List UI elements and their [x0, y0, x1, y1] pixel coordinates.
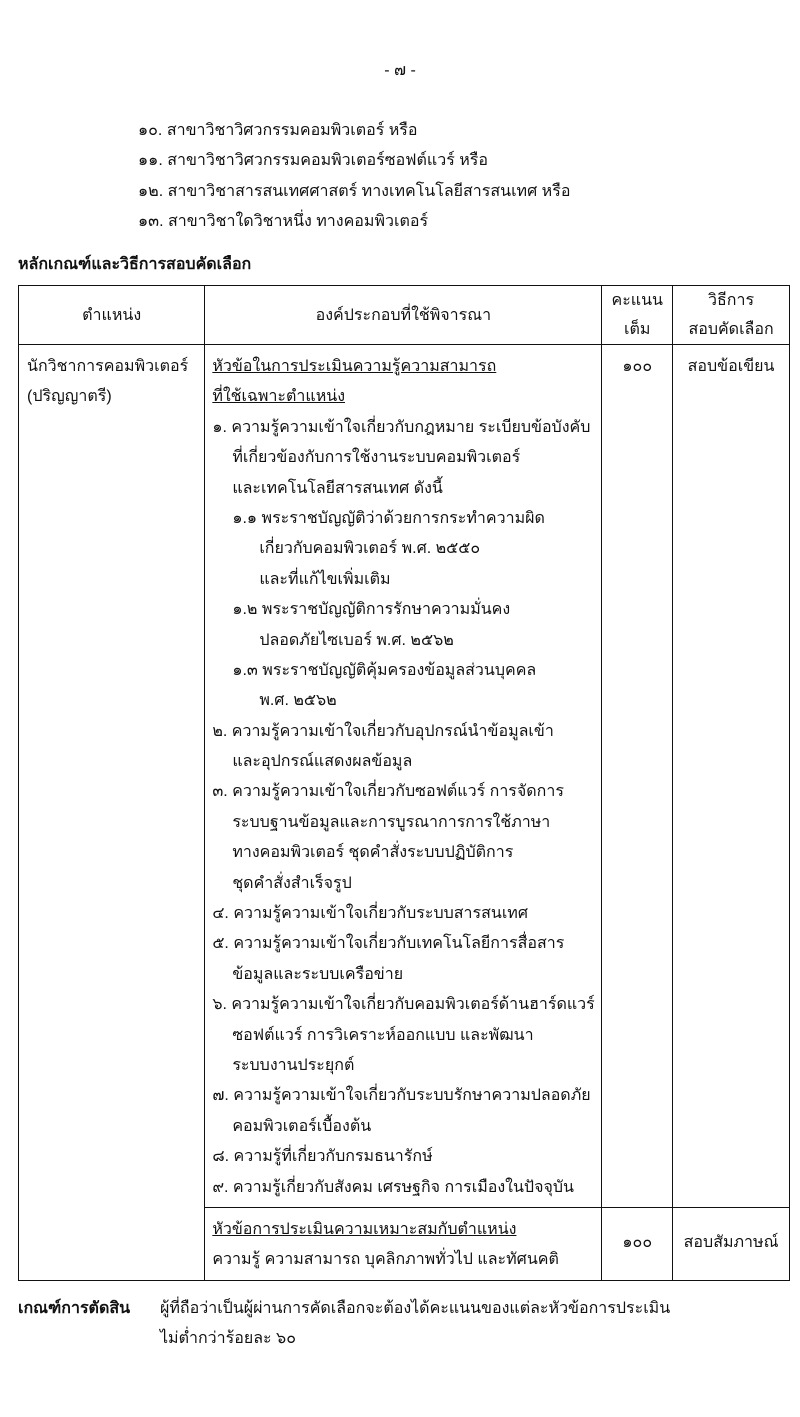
component-line: ๗. ความรู้ความเข้าใจเกี่ยวกับระบบรักษาความปลอดภัย — [212, 1087, 591, 1105]
page-number: - ๗ - — [384, 62, 416, 79]
component-line: ข้อมูลและระบบเครือข่าย — [232, 965, 404, 983]
component-line: ทางคอมพิวเตอร์ ชุดคำสั่งระบบปฏิบัติการ — [232, 844, 514, 862]
components-cell — [205, 345, 602, 1208]
component-line: ความรู้ ความสามารถ บุคลิกภาพทั่วไป และทัศนคติ — [212, 1251, 559, 1269]
criteria-table — [18, 285, 790, 1281]
table-row — [19, 345, 790, 1208]
score-value: ๑๐๐ — [622, 358, 653, 375]
position-degree: (ปริญญาตรี) — [27, 388, 112, 406]
component-line: และอุปกรณ์แสดงผลข้อมูล — [232, 753, 413, 771]
section-heading: หลักเกณฑ์และวิธีการสอบคัดเลือก — [18, 256, 252, 273]
component-line: ระบบงานประยุกต์ — [232, 1056, 355, 1074]
header-score-line1: คะแนน — [611, 292, 663, 309]
header-method-line2: สอบคัดเลือก — [688, 321, 774, 338]
component-line: ๑. ความรู้ความเข้าใจเกี่ยวกับกฎหมาย ระเบียบข้อบังคับ — [212, 418, 591, 436]
component-line: ๑.๑ พระราชบัญญัติว่าด้วยการกระทำความผิด — [232, 509, 545, 527]
component-line: ซอฟต์แวร์ การวิเคราะห์ออกแบบ และพัฒนา — [232, 1026, 534, 1044]
intro-item: ๑๐. สาขาวิชาวิศวกรรมคอมพิวเตอร์ หรือ — [138, 122, 418, 139]
component-line: ๔. ความรู้ความเข้าใจเกี่ยวกับระบบสารสนเทศ — [212, 905, 528, 923]
component-line: ๘. ความรู้ที่เกี่ยวกับกรมธนารักษ์ — [212, 1148, 433, 1166]
header-score — [602, 286, 673, 345]
score-cell — [602, 345, 673, 1208]
method-cell — [673, 1207, 790, 1280]
component-line: ชุดคำสั่งสำเร็จรูป — [232, 874, 352, 892]
component-line: ระบบฐานข้อมูลและการบูรณาการการใช้ภาษา — [232, 813, 551, 831]
component-line: เกี่ยวกับคอมพิวเตอร์ พ.ศ. ๒๕๕๐ — [259, 540, 481, 558]
criteria-label: เกณฑ์การตัดสิน — [18, 1300, 131, 1317]
method-value: สอบสัมภาษณ์ — [683, 1233, 779, 1251]
component-line: หัวข้อการประเมินความเหมาะสมกับตำแหน่ง — [212, 1220, 517, 1238]
component-line: ๕. ความรู้ความเข้าใจเกี่ยวกับเทคโนโลยีการสื่อสาร — [212, 935, 565, 953]
header-method — [673, 286, 790, 345]
header-components: องค์ประกอบที่ใช้พิจารณา — [205, 286, 602, 345]
criteria-text: ไม่ต่ำกว่าร้อยละ ๖๐ — [160, 1330, 296, 1347]
intro-item: ๑๑. สาขาวิชาวิศวกรรมคอมพิวเตอร์ซอฟต์แวร์ หรือ — [138, 152, 488, 169]
components-cell — [205, 1207, 602, 1280]
position-name: นักวิชาการคอมพิวเตอร์ — [27, 358, 189, 375]
component-line: หัวข้อในการประเมินความรู้ความสามารถ — [212, 358, 497, 375]
component-line: ที่ใช้เฉพาะตำแหน่ง — [212, 388, 346, 406]
component-line: ๒. ความรู้ความเข้าใจเกี่ยวกับอุปกรณ์นำข้อมูลเข้า — [212, 722, 554, 740]
header-score-line2: เต็ม — [624, 321, 651, 338]
intro-item: ๑๓. สาขาวิชาใดวิชาหนึ่ง ทางคอมพิวเตอร์ — [138, 213, 429, 230]
method-value: สอบข้อเขียน — [687, 358, 775, 375]
intro-item: ๑๒. สาขาวิชาสารสนเทศศาสตร์ ทางเทคโนโลยีสารสนเทศ หรือ — [138, 183, 571, 200]
header-method-line1: วิธีการ — [708, 292, 755, 309]
component-line: ๖. ความรู้ความเข้าใจเกี่ยวกับคอมพิวเตอร์ด้านฮาร์ดแวร์ — [212, 996, 595, 1014]
component-line: ที่เกี่ยวข้องกับการใช้งานระบบคอมพิวเตอร์ — [232, 449, 521, 467]
component-line: ๙. ความรู้เกี่ยวกับสังคม เศรษฐกิจ การเมืองในปัจจุบัน — [212, 1178, 574, 1196]
position-cell — [19, 345, 205, 1281]
component-line: และที่แก้ไขเพิ่มเติม — [259, 570, 391, 588]
component-line: ๑.๓ พระราชบัญญัติคุ้มครองข้อมูลส่วนบุคคล — [232, 661, 537, 679]
score-value: ๑๐๐ — [622, 1233, 653, 1251]
component-line: และเทคโนโลยีสารสนเทศ ดังนี้ — [232, 479, 443, 497]
component-line: คอมพิวเตอร์เบื้องต้น — [232, 1117, 372, 1135]
score-cell — [602, 1207, 673, 1280]
method-cell — [673, 345, 790, 1208]
component-line: ๓. ความรู้ความเข้าใจเกี่ยวกับซอฟต์แวร์ การจัดการ — [212, 783, 564, 801]
header-position: ตำแหน่ง — [19, 286, 205, 345]
component-line: ปลอดภัยไซเบอร์ พ.ศ. ๒๕๖๒ — [259, 631, 454, 649]
criteria-text: ผู้ที่ถือว่าเป็นผู้ผ่านการคัดเลือกจะต้องได้คะแนนของแต่ละหัวข้อการประเมิน — [160, 1300, 671, 1317]
component-line: ๑.๒ พระราชบัญญัติการรักษาความมั่นคง — [232, 601, 511, 619]
component-line: พ.ศ. ๒๕๖๒ — [259, 692, 337, 710]
table-header-row — [19, 286, 790, 345]
